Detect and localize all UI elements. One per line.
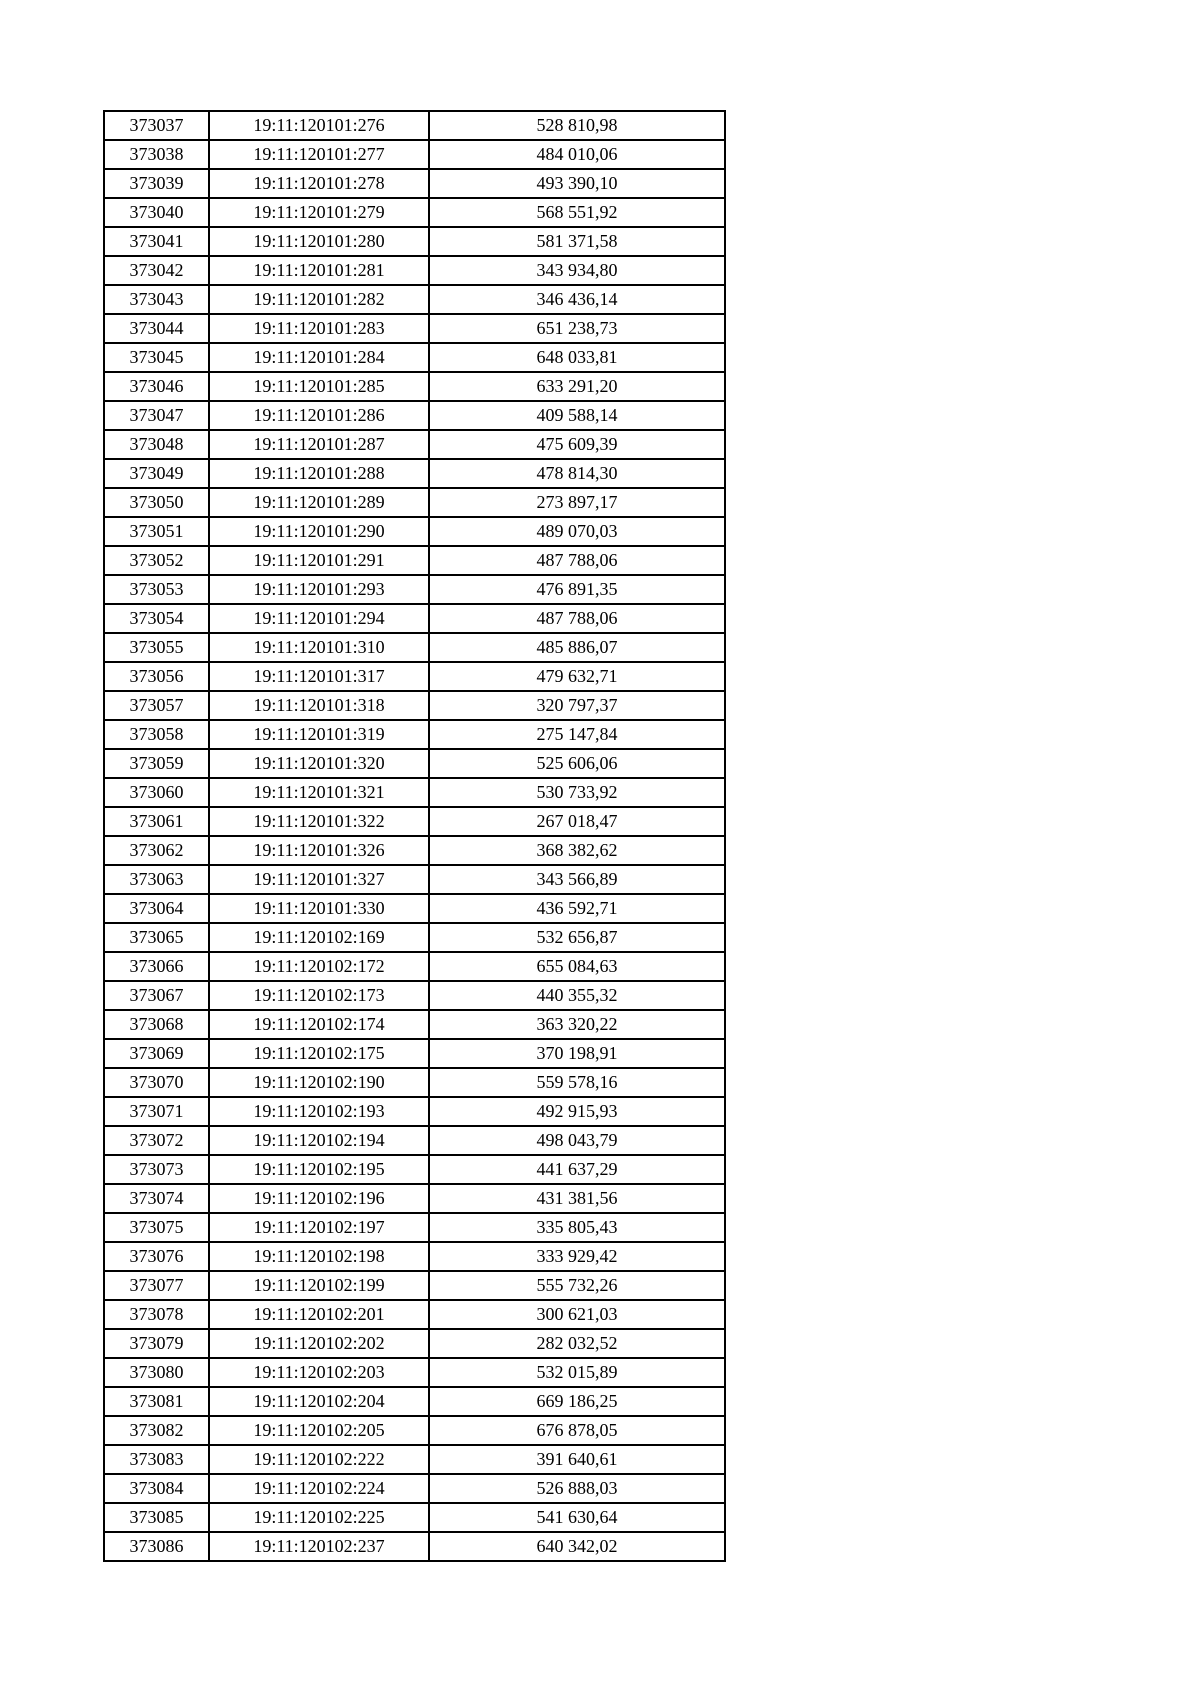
value-cell: 320 797,37: [429, 691, 725, 720]
table-row: [104, 575, 725, 604]
table-row: [104, 1300, 725, 1329]
table-row: [104, 923, 725, 952]
row-number-cell: 373037: [104, 111, 209, 140]
cadastral-number-cell: 19:11:120101:280: [209, 227, 429, 256]
row-number-cell: 373043: [104, 285, 209, 314]
cadastral-number-cell: 19:11:120101:281: [209, 256, 429, 285]
value-cell: 479 632,71: [429, 662, 725, 691]
row-number-cell: 373069: [104, 1039, 209, 1068]
row-number-cell: 373047: [104, 401, 209, 430]
table-row: [104, 1387, 725, 1416]
value-cell: 440 355,32: [429, 981, 725, 1010]
value-cell: 484 010,06: [429, 140, 725, 169]
row-number-cell: 373079: [104, 1329, 209, 1358]
cadastral-number-cell: 19:11:120101:276: [209, 111, 429, 140]
value-cell: 555 732,26: [429, 1271, 725, 1300]
cadastral-number-cell: 19:11:120101:327: [209, 865, 429, 894]
row-number-cell: 373040: [104, 198, 209, 227]
value-cell: 343 566,89: [429, 865, 725, 894]
value-cell: 530 733,92: [429, 778, 725, 807]
table-row: [104, 894, 725, 923]
cadastral-number-cell: 19:11:120102:193: [209, 1097, 429, 1126]
cadastral-number-cell: 19:11:120101:279: [209, 198, 429, 227]
table-row: [104, 256, 725, 285]
row-number-cell: 373077: [104, 1271, 209, 1300]
cadastral-number-cell: 19:11:120102:195: [209, 1155, 429, 1184]
table-row: [104, 459, 725, 488]
row-number-cell: 373070: [104, 1068, 209, 1097]
value-cell: 346 436,14: [429, 285, 725, 314]
cadastral-number-cell: 19:11:120102:225: [209, 1503, 429, 1532]
table-row: [104, 227, 725, 256]
table-row: [104, 1242, 725, 1271]
cadastral-number-cell: 19:11:120101:291: [209, 546, 429, 575]
table-row: [104, 836, 725, 865]
cadastral-value-table: [103, 110, 726, 1562]
value-cell: 640 342,02: [429, 1532, 725, 1561]
row-number-cell: 373072: [104, 1126, 209, 1155]
value-cell: 335 805,43: [429, 1213, 725, 1242]
row-number-cell: 373048: [104, 430, 209, 459]
table-row: [104, 865, 725, 894]
value-cell: 487 788,06: [429, 604, 725, 633]
value-cell: 475 609,39: [429, 430, 725, 459]
table-row: [104, 372, 725, 401]
cadastral-number-cell: 19:11:120101:318: [209, 691, 429, 720]
value-cell: 436 592,71: [429, 894, 725, 923]
value-cell: 267 018,47: [429, 807, 725, 836]
table-row: [104, 1184, 725, 1213]
table-row: [104, 952, 725, 981]
value-cell: 363 320,22: [429, 1010, 725, 1039]
table-row: [104, 749, 725, 778]
row-number-cell: 373046: [104, 372, 209, 401]
value-cell: 275 147,84: [429, 720, 725, 749]
row-number-cell: 373074: [104, 1184, 209, 1213]
cadastral-number-cell: 19:11:120102:196: [209, 1184, 429, 1213]
value-cell: 559 578,16: [429, 1068, 725, 1097]
cadastral-number-cell: 19:11:120101:330: [209, 894, 429, 923]
cadastral-number-cell: 19:11:120102:199: [209, 1271, 429, 1300]
cadastral-number-cell: 19:11:120102:222: [209, 1445, 429, 1474]
table-row: [104, 1532, 725, 1561]
cadastral-number-cell: 19:11:120102:203: [209, 1358, 429, 1387]
value-cell: 368 382,62: [429, 836, 725, 865]
table-row: [104, 1271, 725, 1300]
row-number-cell: 373038: [104, 140, 209, 169]
row-number-cell: 373078: [104, 1300, 209, 1329]
table-row: [104, 488, 725, 517]
value-cell: 526 888,03: [429, 1474, 725, 1503]
table-row: [104, 198, 725, 227]
row-number-cell: 373057: [104, 691, 209, 720]
value-cell: 282 032,52: [429, 1329, 725, 1358]
table-row: [104, 981, 725, 1010]
table-row: [104, 314, 725, 343]
row-number-cell: 373050: [104, 488, 209, 517]
table-row: [104, 691, 725, 720]
cadastral-number-cell: 19:11:120101:319: [209, 720, 429, 749]
value-cell: 478 814,30: [429, 459, 725, 488]
table-row: [104, 430, 725, 459]
cadastral-number-cell: 19:11:120101:293: [209, 575, 429, 604]
cadastral-number-cell: 19:11:120102:175: [209, 1039, 429, 1068]
value-cell: 655 084,63: [429, 952, 725, 981]
table-row: [104, 1126, 725, 1155]
cadastral-number-cell: 19:11:120101:290: [209, 517, 429, 546]
cadastral-number-cell: 19:11:120101:286: [209, 401, 429, 430]
value-cell: 391 640,61: [429, 1445, 725, 1474]
cadastral-number-cell: 19:11:120102:205: [209, 1416, 429, 1445]
row-number-cell: 373045: [104, 343, 209, 372]
value-cell: 568 551,92: [429, 198, 725, 227]
row-number-cell: 373084: [104, 1474, 209, 1503]
cadastral-number-cell: 19:11:120102:204: [209, 1387, 429, 1416]
row-number-cell: 373055: [104, 633, 209, 662]
row-number-cell: 373059: [104, 749, 209, 778]
cadastral-number-cell: 19:11:120101:289: [209, 488, 429, 517]
value-cell: 493 390,10: [429, 169, 725, 198]
value-cell: 498 043,79: [429, 1126, 725, 1155]
table-row: [104, 1010, 725, 1039]
cadastral-number-cell: 19:11:120101:317: [209, 662, 429, 691]
table-row: [104, 1068, 725, 1097]
table-row: [104, 662, 725, 691]
table-row: [104, 140, 725, 169]
row-number-cell: 373052: [104, 546, 209, 575]
value-cell: 651 238,73: [429, 314, 725, 343]
value-cell: 409 588,14: [429, 401, 725, 430]
table-row: [104, 720, 725, 749]
cadastral-number-cell: 19:11:120101:283: [209, 314, 429, 343]
cadastral-number-cell: 19:11:120102:172: [209, 952, 429, 981]
value-cell: 541 630,64: [429, 1503, 725, 1532]
table-row: [104, 1155, 725, 1184]
cadastral-number-cell: 19:11:120101:321: [209, 778, 429, 807]
row-number-cell: 373049: [104, 459, 209, 488]
row-number-cell: 373076: [104, 1242, 209, 1271]
row-number-cell: 373056: [104, 662, 209, 691]
table-row: [104, 1503, 725, 1532]
row-number-cell: 373061: [104, 807, 209, 836]
cadastral-number-cell: 19:11:120102:173: [209, 981, 429, 1010]
row-number-cell: 373065: [104, 923, 209, 952]
table-row: [104, 111, 725, 140]
value-cell: 525 606,06: [429, 749, 725, 778]
value-cell: 669 186,25: [429, 1387, 725, 1416]
row-number-cell: 373054: [104, 604, 209, 633]
value-cell: 343 934,80: [429, 256, 725, 285]
table-body: [104, 111, 725, 1561]
cadastral-number-cell: 19:11:120101:288: [209, 459, 429, 488]
cadastral-number-cell: 19:11:120101:322: [209, 807, 429, 836]
cadastral-number-cell: 19:11:120101:310: [209, 633, 429, 662]
table-row: [104, 1474, 725, 1503]
cadastral-number-cell: 19:11:120102:237: [209, 1532, 429, 1561]
value-cell: 532 015,89: [429, 1358, 725, 1387]
row-number-cell: 373044: [104, 314, 209, 343]
cadastral-number-cell: 19:11:120102:202: [209, 1329, 429, 1358]
cadastral-number-cell: 19:11:120101:278: [209, 169, 429, 198]
value-cell: 489 070,03: [429, 517, 725, 546]
row-number-cell: 373081: [104, 1387, 209, 1416]
cadastral-number-cell: 19:11:120101:284: [209, 343, 429, 372]
row-number-cell: 373083: [104, 1445, 209, 1474]
cadastral-number-cell: 19:11:120101:294: [209, 604, 429, 633]
row-number-cell: 373066: [104, 952, 209, 981]
row-number-cell: 373051: [104, 517, 209, 546]
value-cell: 370 198,91: [429, 1039, 725, 1068]
table-row: [104, 517, 725, 546]
row-number-cell: 373082: [104, 1416, 209, 1445]
row-number-cell: 373062: [104, 836, 209, 865]
row-number-cell: 373075: [104, 1213, 209, 1242]
cadastral-number-cell: 19:11:120101:285: [209, 372, 429, 401]
row-number-cell: 373041: [104, 227, 209, 256]
cadastral-number-cell: 19:11:120102:190: [209, 1068, 429, 1097]
row-number-cell: 373080: [104, 1358, 209, 1387]
cadastral-number-cell: 19:11:120102:224: [209, 1474, 429, 1503]
row-number-cell: 373039: [104, 169, 209, 198]
row-number-cell: 373067: [104, 981, 209, 1010]
table-row: [104, 169, 725, 198]
value-cell: 273 897,17: [429, 488, 725, 517]
cadastral-number-cell: 19:11:120101:320: [209, 749, 429, 778]
row-number-cell: 373042: [104, 256, 209, 285]
table-row: [104, 1358, 725, 1387]
cadastral-number-cell: 19:11:120102:174: [209, 1010, 429, 1039]
value-cell: 633 291,20: [429, 372, 725, 401]
table-row: [104, 546, 725, 575]
table-row: [104, 604, 725, 633]
cadastral-number-cell: 19:11:120101:326: [209, 836, 429, 865]
table-row: [104, 1039, 725, 1068]
row-number-cell: 373060: [104, 778, 209, 807]
row-number-cell: 373085: [104, 1503, 209, 1532]
table-row: [104, 285, 725, 314]
value-cell: 300 621,03: [429, 1300, 725, 1329]
table-row: [104, 1329, 725, 1358]
value-cell: 476 891,35: [429, 575, 725, 604]
cadastral-number-cell: 19:11:120102:201: [209, 1300, 429, 1329]
value-cell: 532 656,87: [429, 923, 725, 952]
cadastral-number-cell: 19:11:120102:198: [209, 1242, 429, 1271]
cadastral-number-cell: 19:11:120101:282: [209, 285, 429, 314]
value-cell: 676 878,05: [429, 1416, 725, 1445]
row-number-cell: 373063: [104, 865, 209, 894]
row-number-cell: 373064: [104, 894, 209, 923]
row-number-cell: 373086: [104, 1532, 209, 1561]
table-row: [104, 1416, 725, 1445]
row-number-cell: 373053: [104, 575, 209, 604]
row-number-cell: 373058: [104, 720, 209, 749]
table-row: [104, 401, 725, 430]
value-cell: 487 788,06: [429, 546, 725, 575]
table-row: [104, 807, 725, 836]
cadastral-number-cell: 19:11:120101:287: [209, 430, 429, 459]
value-cell: 441 637,29: [429, 1155, 725, 1184]
row-number-cell: 373073: [104, 1155, 209, 1184]
cadastral-number-cell: 19:11:120101:277: [209, 140, 429, 169]
value-cell: 581 371,58: [429, 227, 725, 256]
row-number-cell: 373071: [104, 1097, 209, 1126]
cadastral-number-cell: 19:11:120102:197: [209, 1213, 429, 1242]
row-number-cell: 373068: [104, 1010, 209, 1039]
value-cell: 492 915,93: [429, 1097, 725, 1126]
value-cell: 528 810,98: [429, 111, 725, 140]
table-row: [104, 1213, 725, 1242]
table-row: [104, 778, 725, 807]
table-row: [104, 1445, 725, 1474]
cadastral-number-cell: 19:11:120102:194: [209, 1126, 429, 1155]
table-row: [104, 1097, 725, 1126]
table-row: [104, 343, 725, 372]
value-cell: 333 929,42: [429, 1242, 725, 1271]
table-row: [104, 633, 725, 662]
value-cell: 431 381,56: [429, 1184, 725, 1213]
cadastral-number-cell: 19:11:120102:169: [209, 923, 429, 952]
value-cell: 485 886,07: [429, 633, 725, 662]
value-cell: 648 033,81: [429, 343, 725, 372]
